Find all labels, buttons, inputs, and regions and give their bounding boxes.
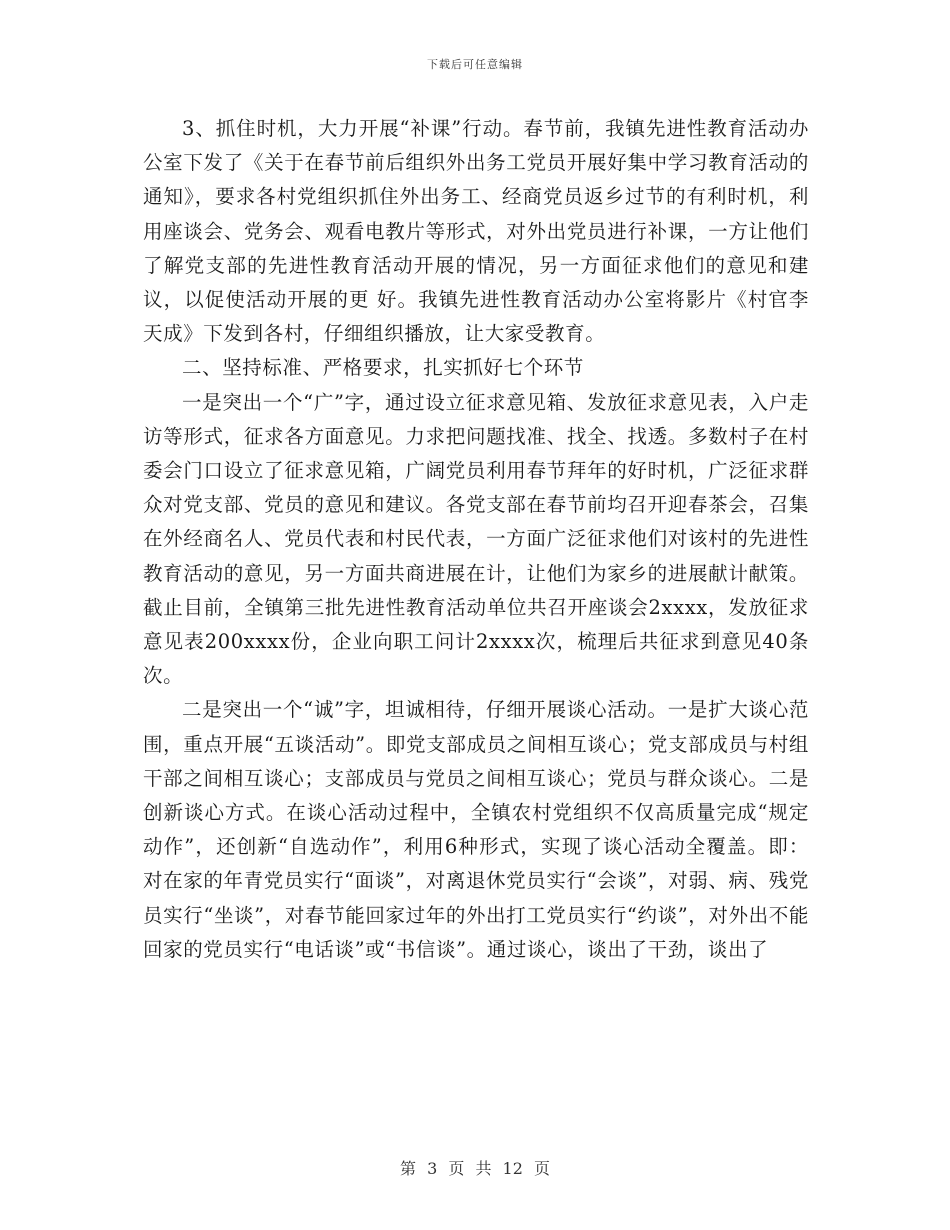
document-body [143,112,809,967]
paragraph-sincere-talks: 二是突出一个“诚”字，坦诚相待，仔细开展谈心活动。一是扩大谈心范围，重点开展“五谈活动”。即党支部成员之间相互谈心；党支部成员与村组干部之间相互谈心；支部成员与党员之间相互谈心；党员与群众谈心。二是创新谈心方式。在谈心活动过程中，全镇农村党组织不仅高质量完成“规定动作”，还创新“自选动作”，利用6种形式，实现了谈心活动全覆盖。即：对在家的年青党员实行“面谈”，对离退休党员实行“会谈”，对弱、病、残党员实行“坐谈”，对春节能回家过年的外出打工党员实行“约谈”，对外出不能回家的党员实行“电话谈”或“书信谈”。通过谈心，谈出了干劲，谈出了 [143,698,809,961]
paragraph-catch-up-lessons: 3、抓住时机，大力开展“补课”行动。春节前，我镇先进性教育活动办公室下发了《关于在春节前后组织外出务工党员开展好集中学习教育活动的通知》，要求各村党组织抓住外出务工、经商党员返乡过节的有利时机，利用座谈会、党务会、观看电教片等形式，对外出党员进行补课，一方让他们了解党支部的先进性教育活动开展的情况，另一方面征求他们的意见和建议，以促使活动开展的更 好。我镇先进性教育活动办公室将影片《村官李天成》下发到各村，仔细组织播放，让大家受教育。 [143,117,809,346]
paragraph-broad-opinions: 一是突出一个“广”字，通过设立征求意见箱、发放征求意见表，入户走访等形式，征求各方面意见。力求把问题找准、找全、找透。多数村子在村委会门口设立了征求意见箱，广阔党员利用春节拜年的好时机，广泛征求群众对党支部、党员的意见和建议。各党支部在春节前均召开迎春茶会，召集在外经商名人、党员代表和村民代表，一方面广泛征求他们对该村的先进性教育活动的意见，另一方面共商进展在计，让他们为家乡的进展献计献策。截止目前，全镇第三批先进性教育活动单位共召开座谈会2xxxx，发放征求意见表200xxxx份，企业向职工问计2xxxx次，梳理后共征求到意见40条次。 [143,390,809,688]
page-header-note: 下载后可任意编辑 [427,58,523,71]
section-heading-seven-links: 二、坚持标准、严格要求，扎实抓好七个环节 [182,356,585,380]
page-number-footer: 第 3 页 共 12 页 [400,1159,550,1178]
